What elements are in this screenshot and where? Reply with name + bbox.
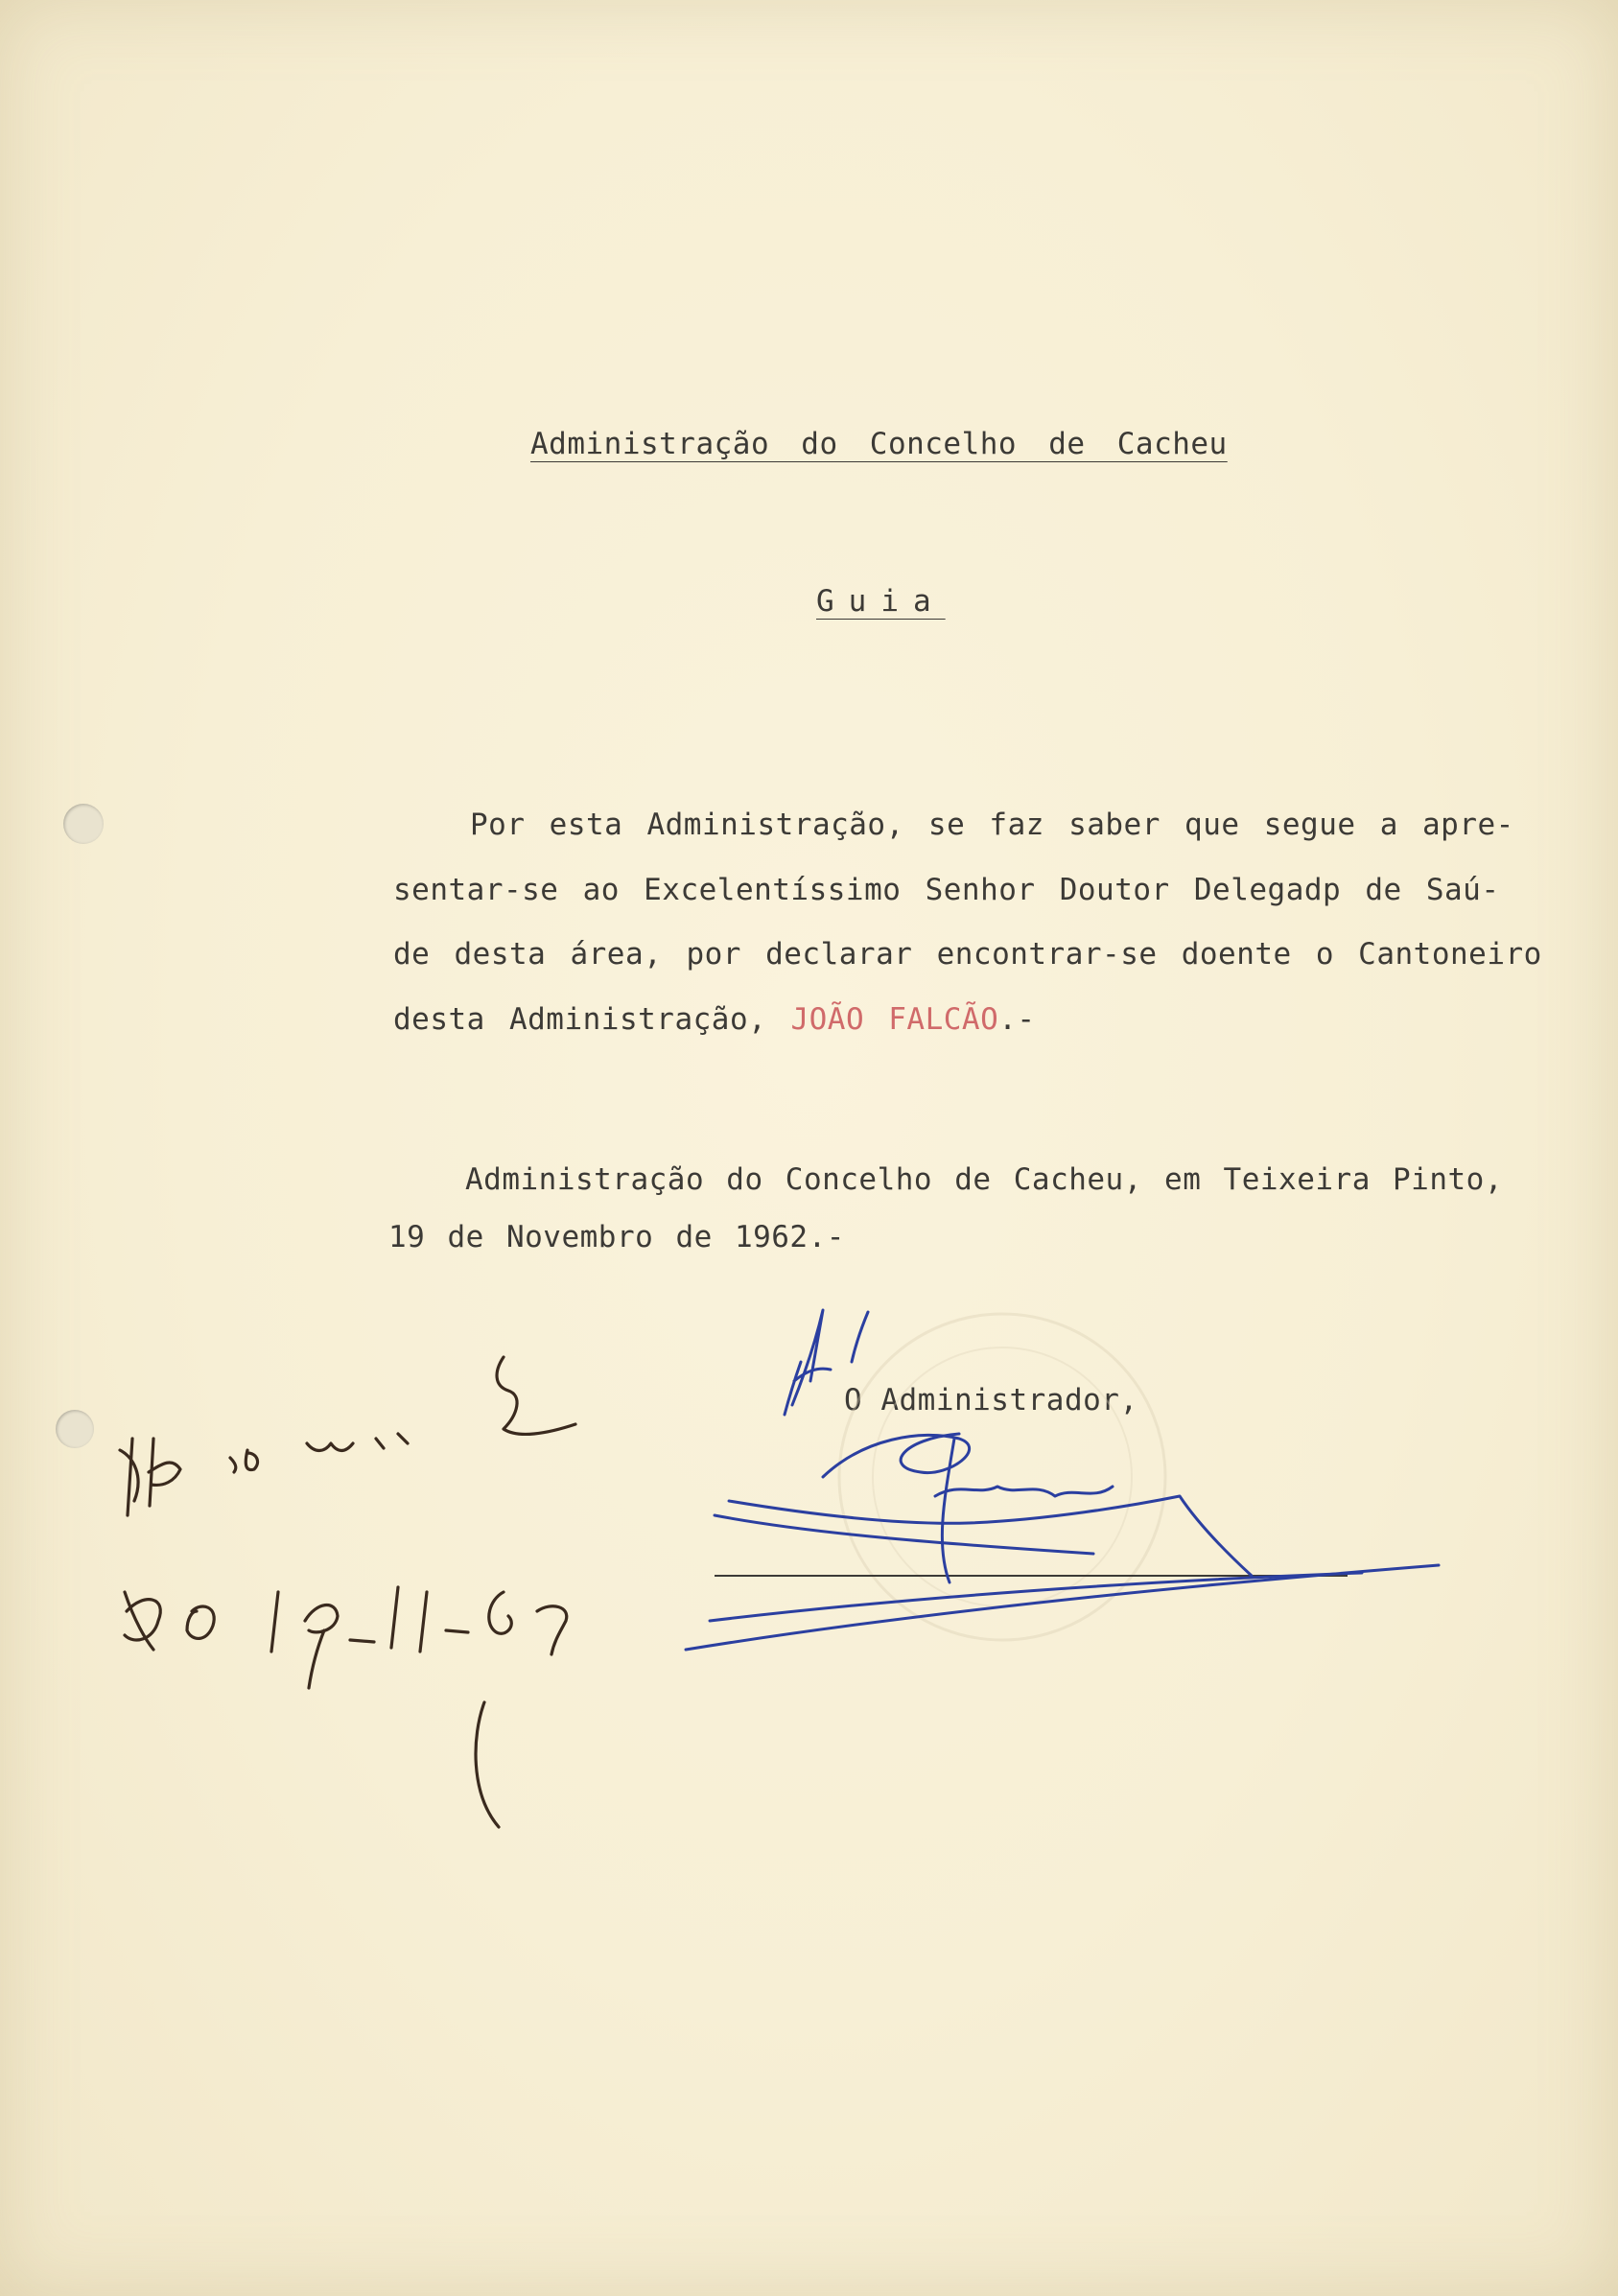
document-title: Guia [816,584,946,619]
body-line-4-prefix: desta Administração, [393,1002,767,1037]
dateline-2: 19 de Novembro de 1962.- [388,1220,845,1254]
body-line-4-suffix: .- [998,1002,1036,1037]
body-line-3: de desta área, por declarar encontrar-se doente o Cantoneiro [393,937,1542,972]
embossed-seal [839,1314,1165,1640]
signature-label: O Administrador, [844,1383,1138,1417]
document-heading: Administração do Concelho de Cacheu [530,427,1228,461]
dateline-1: Administração do Concelho de Cacheu, em Teixeira Pinto, [465,1162,1503,1197]
handwritten-annotation [120,1357,575,1827]
administrator-signature [686,1310,1439,1650]
employee-name: JOÃO FALCÃO [790,1002,999,1037]
body-line-1: Por esta Administração, se faz saber que segue a apre- [470,808,1514,842]
body-line-2: sentar-se ao Excelentíssimo Senhor Doutor Delegadp de Saú- [393,873,1500,907]
